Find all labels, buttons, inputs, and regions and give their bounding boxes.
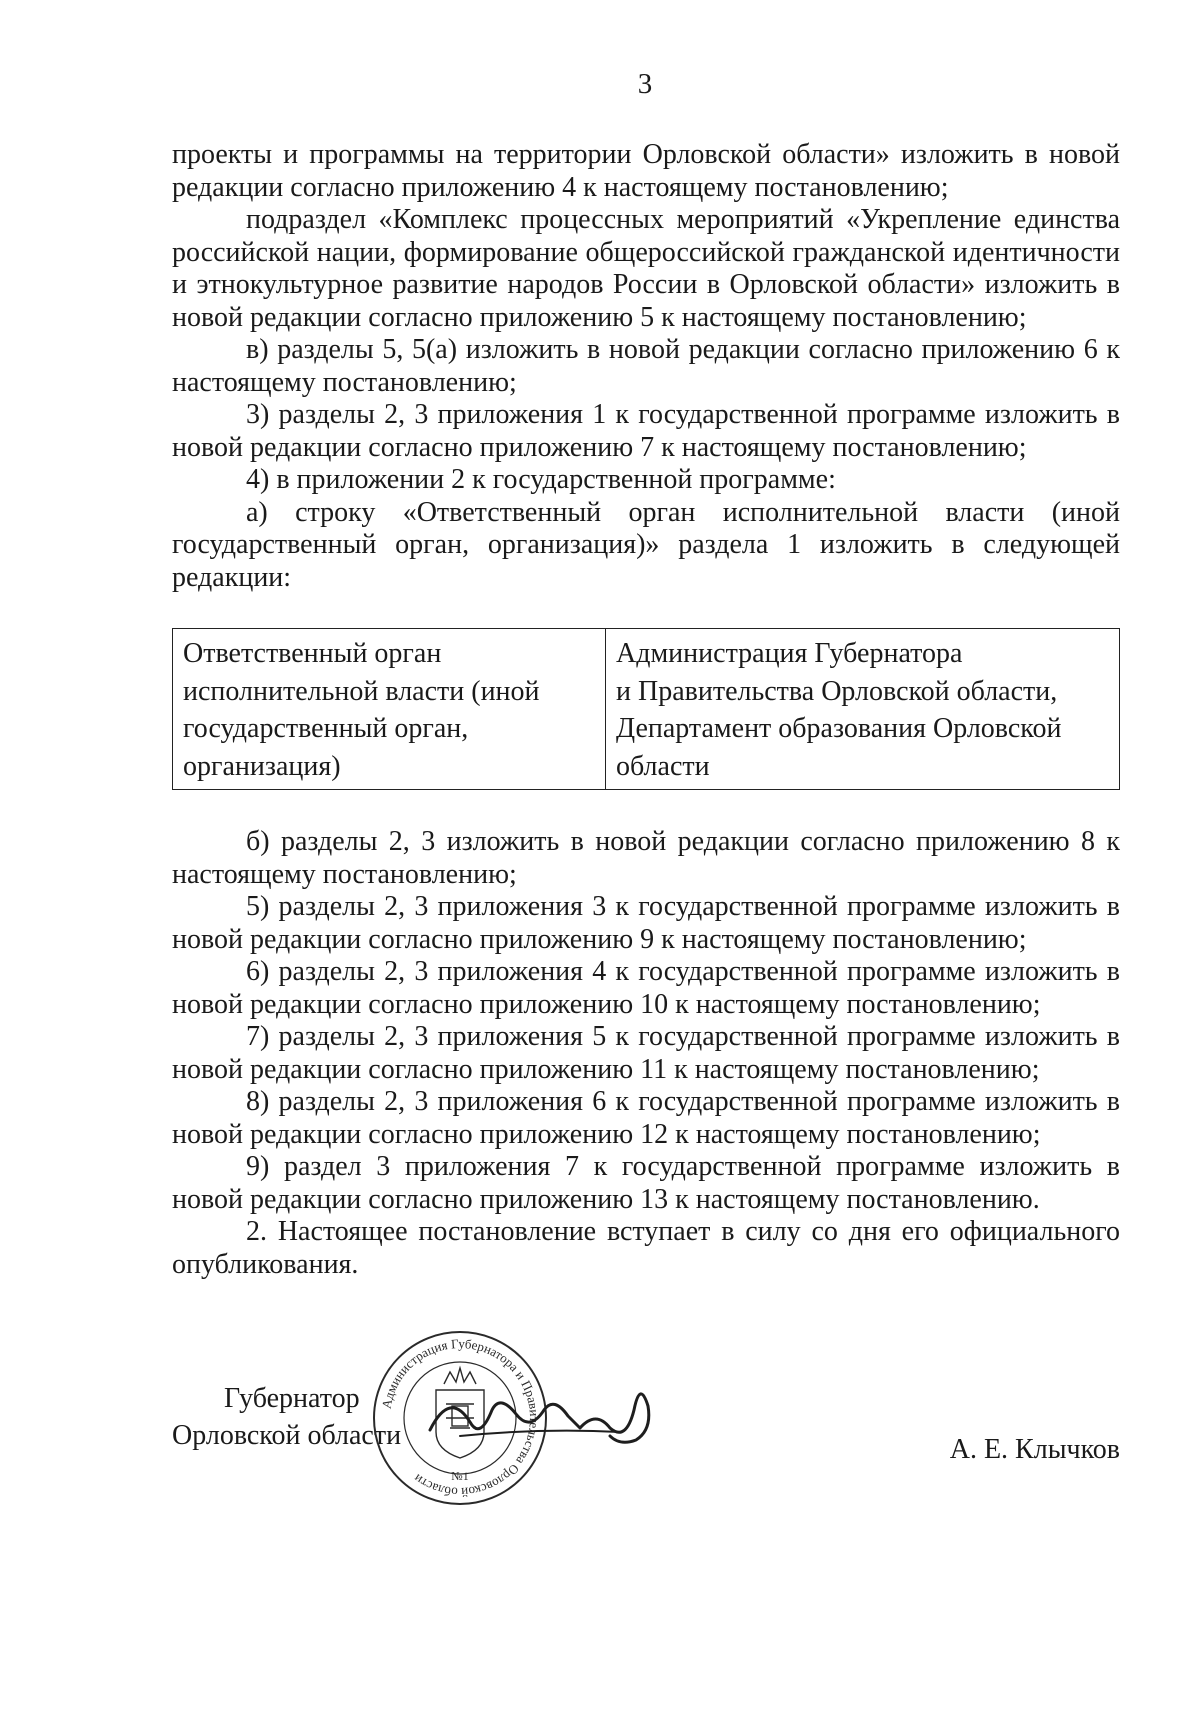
signatory-title-line: Орловской области: [172, 1420, 402, 1451]
table-cell-line: Ответственный орган: [183, 638, 442, 669]
paragraph: в) разделы 5, 5(а) изложить в новой редакции согласно приложению 6 к настоящему постановлению;: [172, 334, 1120, 398]
paragraphs-after-table: [172, 826, 1120, 1281]
handwritten-signature-icon: [420, 1370, 680, 1460]
paragraph: 3) разделы 2, 3 приложения 1 к государственной программе изложить в новой редакции согласно приложению 7 к настоящему постановлению;: [172, 399, 1120, 463]
paragraph: 5) разделы 2, 3 приложения 3 к государственной программе изложить в новой редакции согласно приложению 9 к настоящему постановлению;: [172, 891, 1120, 955]
paragraph: 4) в приложении 2 к государственной программе:: [246, 464, 836, 495]
table-cell-line: государственный орган,: [183, 713, 469, 744]
table-cell-line: Администрация Губернатора: [616, 638, 963, 669]
table-cell-line: и Правительства Орловской области,: [616, 675, 1058, 707]
paragraphs-before-table: [172, 139, 1120, 594]
paragraph: 6) разделы 2, 3 приложения 4 к государственной программе изложить в новой редакции согласно приложению 10 к настоящему постановлению;: [172, 956, 1120, 1020]
paragraph: а) строку «Ответственный орган исполнительной власти (иной государственный орган, организация)» раздела 1 изложить в следующей редакции:: [172, 496, 1120, 593]
paragraph: подраздел «Комплекс процессных мероприятий «Укрепление единства российской нации, формирование общероссийской гражданской идентичности и этнокультурное развитие народов России в Орловской области» изложить в новой редакции согласно приложению 5 к настоящему постановлению;: [172, 204, 1120, 333]
seal-text: Администрация Губернатора и Правительства Орловской области: [378, 1335, 543, 1501]
table-cell-line: области: [616, 750, 710, 782]
signatory-title: [172, 1380, 401, 1454]
paragraph: 8) разделы 2, 3 приложения 6 к государственной программе изложить в новой редакции согласно приложению 12 к настоящему постановлению;: [172, 1086, 1120, 1150]
table-cell-line: исполнительной власти (иной: [183, 675, 540, 707]
paragraph: 9) раздел 3 приложения 7 к государственной программе изложить в новой редакции согласно приложению 13 к настоящему постановлению.: [172, 1151, 1120, 1215]
signatory-name: А. Е. Клычков: [949, 1434, 1120, 1465]
page-number: 3: [637, 68, 653, 100]
signature-block: [0, 1335, 1200, 1640]
table-cell-value: [606, 629, 1120, 790]
paragraph: 7) разделы 2, 3 приложения 5 к государственной программе изложить в новой редакции согласно приложению 11 к настоящему постановлению;: [172, 1021, 1120, 1085]
paragraph: б) разделы 2, 3 изложить в новой редакции согласно приложению 8 к настоящему постановлению;: [172, 826, 1120, 890]
responsible-body-table: [172, 628, 1120, 790]
document-body: [172, 139, 1120, 1281]
paragraph: 2. Настоящее постановление вступает в силу со дня его официального опубликования.: [172, 1216, 1120, 1280]
table-cell-label: [173, 629, 606, 790]
paragraph: проекты и программы на территории Орловской области» изложить в новой редакции согласно приложению 4 к настоящему постановлению;: [172, 139, 1120, 203]
seal-number: №1: [451, 1469, 469, 1483]
table-row: [173, 629, 1120, 790]
signatory-title-line: Губернатор: [224, 1383, 360, 1414]
table-cell-line: организация): [183, 750, 341, 782]
table-cell-line: Департамент образования Орловской: [616, 713, 1062, 744]
